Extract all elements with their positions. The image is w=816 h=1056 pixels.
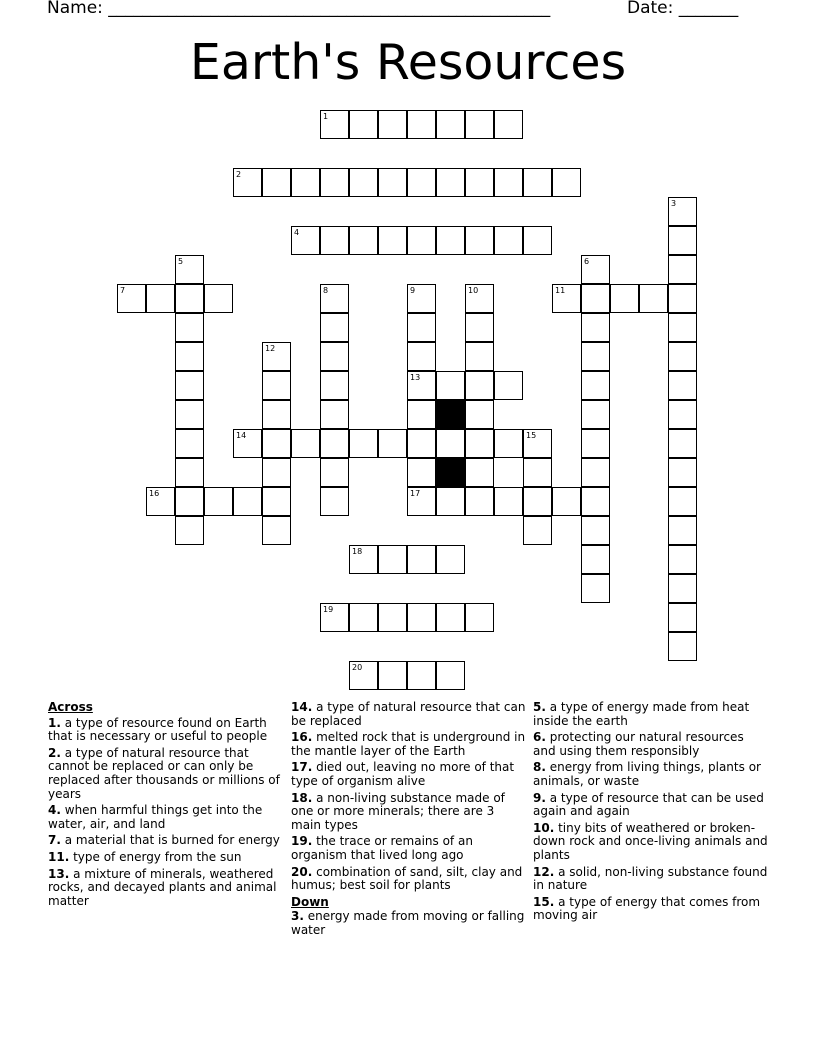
clue-column-1 bbox=[48, 701, 284, 911]
clue-across-1: 1. a type of resource found on Earth that is necessary or useful to people bbox=[48, 715, 268, 744]
crossword-cell[interactable] bbox=[378, 661, 407, 690]
crossword-cell[interactable] bbox=[378, 110, 407, 139]
crossword-cell[interactable] bbox=[581, 371, 610, 400]
crossword-cell[interactable] bbox=[581, 342, 610, 371]
crossword-cell[interactable] bbox=[320, 429, 349, 458]
clue-down-5: 5. a type of energy made from heat inside the earth bbox=[533, 700, 750, 728]
crossword-cell[interactable] bbox=[581, 516, 610, 545]
crossword-cell[interactable] bbox=[407, 400, 436, 429]
crossword-cell[interactable] bbox=[668, 255, 697, 284]
clue-number: 4 bbox=[294, 228, 300, 237]
crossword-cell[interactable] bbox=[320, 487, 349, 516]
crossword-cell[interactable] bbox=[175, 313, 204, 342]
crossword-cell[interactable] bbox=[320, 313, 349, 342]
crossword-cell[interactable] bbox=[494, 371, 523, 400]
crossword-cell[interactable] bbox=[175, 458, 204, 487]
crossword-cell[interactable] bbox=[378, 603, 407, 632]
crossword-cell[interactable] bbox=[581, 284, 610, 313]
crossword-cell[interactable] bbox=[465, 313, 494, 342]
crossword-cell[interactable] bbox=[407, 342, 436, 371]
clue-across-19: 19. the trace or remains of an organism that lived long ago bbox=[291, 834, 473, 862]
clue-number: 1 bbox=[323, 112, 329, 121]
page-title: Earth's Resources bbox=[189, 34, 627, 91]
crossword-cell[interactable] bbox=[407, 458, 436, 487]
crossword-cell[interactable] bbox=[523, 458, 552, 487]
crossword-cell[interactable] bbox=[175, 400, 204, 429]
crossword-cell[interactable] bbox=[349, 226, 378, 255]
crossword-black-cell bbox=[436, 458, 465, 487]
crossword-cell[interactable] bbox=[407, 226, 436, 255]
crossword-cell[interactable] bbox=[175, 487, 204, 516]
crossword-cell[interactable] bbox=[494, 168, 523, 197]
crossword-cell[interactable] bbox=[465, 429, 494, 458]
crossword-cell[interactable] bbox=[465, 226, 494, 255]
crossword-cell[interactable] bbox=[668, 429, 697, 458]
clue-across-2: 2. a type of natural resource that cannot be replaced or can only be replaced after thousands or millions of years bbox=[48, 745, 280, 801]
crossword-cell[interactable] bbox=[407, 545, 436, 574]
crossword-cell[interactable] bbox=[581, 429, 610, 458]
clue-across-18: 18. a non-living substance made of one or more minerals; there are 3 main types bbox=[291, 790, 505, 832]
crossword-cell[interactable] bbox=[581, 400, 610, 429]
clue-number: 6 bbox=[584, 257, 590, 266]
crossword-cell[interactable] bbox=[378, 226, 407, 255]
crossword-cell[interactable] bbox=[407, 603, 436, 632]
crossword-cell[interactable] bbox=[407, 313, 436, 342]
crossword-cell[interactable] bbox=[378, 429, 407, 458]
clue-down-3: 3. energy made from moving or falling water bbox=[291, 909, 525, 937]
clue-column-3 bbox=[533, 701, 769, 926]
crossword-cell[interactable] bbox=[407, 661, 436, 690]
clue-down-15: 15. a type of energy that comes from moving air bbox=[533, 894, 761, 923]
clue-number: 10 bbox=[468, 286, 479, 295]
crossword-cell[interactable] bbox=[349, 168, 378, 197]
clue-number: 5 bbox=[178, 257, 184, 266]
crossword-cell[interactable] bbox=[465, 371, 494, 400]
clue-number: 13 bbox=[410, 373, 421, 382]
crossword-cell[interactable] bbox=[262, 371, 291, 400]
clue-number: 19 bbox=[323, 605, 334, 614]
crossword-cell[interactable] bbox=[668, 342, 697, 371]
crossword-cell[interactable] bbox=[581, 487, 610, 516]
crossword-cell[interactable] bbox=[436, 371, 465, 400]
clue-number: 14 bbox=[236, 431, 247, 440]
clue-number: 16 bbox=[149, 489, 160, 498]
clue-number: 9 bbox=[410, 286, 416, 295]
crossword-cell[interactable] bbox=[436, 487, 465, 516]
clue-number: 7 bbox=[120, 286, 126, 295]
crossword-cell[interactable] bbox=[175, 284, 204, 313]
crossword-cell[interactable] bbox=[668, 458, 697, 487]
crossword-cell[interactable] bbox=[523, 516, 552, 545]
clue-across-13: 13. a mixture of minerals, weathered rocks, and decayed plants and animal matter bbox=[48, 866, 277, 908]
crossword-cell[interactable] bbox=[494, 487, 523, 516]
crossword-cell[interactable] bbox=[436, 226, 465, 255]
clue-number: 17 bbox=[410, 489, 421, 498]
crossword-cell[interactable] bbox=[262, 429, 291, 458]
crossword-cell[interactable] bbox=[639, 284, 668, 313]
clue-across-14: 14. a type of natural resource that can be replaced bbox=[291, 700, 526, 728]
crossword-cell[interactable] bbox=[668, 400, 697, 429]
clue-across-16: 16. melted rock that is underground in the mantle layer of the Earth bbox=[291, 730, 526, 758]
crossword-cell[interactable] bbox=[204, 487, 233, 516]
crossword-cell[interactable] bbox=[668, 545, 697, 574]
crossword-cell[interactable] bbox=[436, 661, 465, 690]
crossword-cell[interactable] bbox=[175, 429, 204, 458]
crossword-cell[interactable] bbox=[436, 545, 465, 574]
crossword-cell[interactable] bbox=[175, 342, 204, 371]
crossword-cell[interactable] bbox=[581, 574, 610, 603]
clue-number: 12 bbox=[265, 344, 276, 353]
clue-number: 20 bbox=[352, 663, 363, 672]
clue-number: 3 bbox=[671, 199, 677, 208]
across-heading: Across bbox=[48, 700, 93, 714]
crossword-cell[interactable] bbox=[668, 313, 697, 342]
crossword-cell[interactable] bbox=[465, 342, 494, 371]
crossword-cell[interactable] bbox=[436, 110, 465, 139]
crossword-cell[interactable] bbox=[494, 226, 523, 255]
crossword-cell[interactable] bbox=[349, 603, 378, 632]
crossword-cell[interactable] bbox=[378, 545, 407, 574]
crossword-cell[interactable] bbox=[668, 371, 697, 400]
crossword-cell[interactable] bbox=[378, 168, 407, 197]
clue-number: 8 bbox=[323, 286, 329, 295]
crossword-cell[interactable] bbox=[523, 487, 552, 516]
crossword-cell[interactable] bbox=[320, 342, 349, 371]
crossword-cell[interactable] bbox=[465, 110, 494, 139]
crossword-cell[interactable] bbox=[291, 429, 320, 458]
crossword-cell[interactable] bbox=[465, 458, 494, 487]
crossword-cell[interactable] bbox=[436, 603, 465, 632]
crossword-cell[interactable] bbox=[262, 400, 291, 429]
crossword-cell[interactable] bbox=[523, 226, 552, 255]
crossword-cell[interactable] bbox=[320, 226, 349, 255]
crossword-cell[interactable] bbox=[465, 168, 494, 197]
crossword-cell[interactable] bbox=[668, 226, 697, 255]
clue-across-7: 7. a material that is burned for energy bbox=[48, 833, 280, 848]
crossword-cell[interactable] bbox=[581, 545, 610, 574]
clue-across-17: 17. died out, leaving no more of that type of organism alive bbox=[291, 760, 515, 788]
crossword-cell[interactable] bbox=[494, 110, 523, 139]
clue-down-10: 10. tiny bits of weathered or broken-down rock and once-living animals and plants bbox=[533, 820, 768, 862]
crossword-cell[interactable] bbox=[668, 603, 697, 632]
crossword-cell[interactable] bbox=[320, 458, 349, 487]
clue-number: 18 bbox=[352, 547, 363, 556]
crossword-cell[interactable] bbox=[668, 487, 697, 516]
crossword-cell[interactable] bbox=[175, 516, 204, 545]
name-field-label[interactable]: Name: ____________________________________________________ bbox=[47, 0, 551, 18]
crossword-cell[interactable] bbox=[407, 110, 436, 139]
crossword-cell[interactable] bbox=[668, 284, 697, 313]
crossword-cell[interactable] bbox=[262, 458, 291, 487]
crossword-cell[interactable] bbox=[494, 429, 523, 458]
clue-column-2 bbox=[291, 701, 527, 941]
clue-across-4: 4. when harmful things get into the water, air, and land bbox=[48, 803, 263, 831]
crossword-cell[interactable] bbox=[581, 313, 610, 342]
clue-across-20: 20. combination of sand, silt, clay and humus; best soil for plants bbox=[291, 864, 523, 893]
crossword-cell[interactable] bbox=[146, 284, 175, 313]
crossword-cell[interactable] bbox=[552, 168, 581, 197]
crossword-cell[interactable] bbox=[523, 168, 552, 197]
crossword-cell[interactable] bbox=[668, 632, 697, 661]
crossword-cell[interactable] bbox=[552, 487, 581, 516]
crossword-cell[interactable] bbox=[262, 487, 291, 516]
crossword-cell[interactable] bbox=[465, 603, 494, 632]
date-field-label[interactable]: Date: _______ bbox=[627, 0, 739, 18]
crossword-cell[interactable] bbox=[233, 487, 262, 516]
clue-number: 2 bbox=[236, 170, 242, 179]
clue-down-12: 12. a solid, non-living substance found in nature bbox=[533, 864, 768, 893]
clue-number: 11 bbox=[555, 286, 566, 295]
crossword-cell[interactable] bbox=[349, 429, 378, 458]
crossword-cell[interactable] bbox=[175, 371, 204, 400]
clue-down-6: 6. protecting our natural resources and using them responsibly bbox=[533, 730, 744, 758]
crossword-cell[interactable] bbox=[436, 429, 465, 458]
crossword-cell[interactable] bbox=[436, 168, 465, 197]
crossword-cell[interactable] bbox=[610, 284, 639, 313]
crossword-cell[interactable] bbox=[204, 284, 233, 313]
crossword-cell[interactable] bbox=[407, 429, 436, 458]
down-heading: Down bbox=[291, 894, 329, 909]
crossword-cell[interactable] bbox=[320, 400, 349, 429]
clue-down-8: 8. energy from living things, plants or animals, or waste bbox=[533, 760, 761, 788]
clue-across-11: 11. type of energy from the sun bbox=[48, 849, 242, 864]
crossword-cell[interactable] bbox=[349, 110, 378, 139]
crossword-cell[interactable] bbox=[262, 168, 291, 197]
clue-down-9: 9. a type of resource that can be used again and again bbox=[533, 790, 764, 819]
crossword-cell[interactable] bbox=[668, 574, 697, 603]
crossword-cell[interactable] bbox=[581, 458, 610, 487]
crossword-cell[interactable] bbox=[320, 168, 349, 197]
crossword-black-cell bbox=[436, 400, 465, 429]
crossword-cell[interactable] bbox=[262, 516, 291, 545]
clue-number: 15 bbox=[526, 431, 537, 440]
crossword-cell[interactable] bbox=[291, 168, 320, 197]
crossword-cell[interactable] bbox=[465, 487, 494, 516]
crossword-cell[interactable] bbox=[668, 516, 697, 545]
crossword-cell[interactable] bbox=[320, 371, 349, 400]
crossword-cell[interactable] bbox=[407, 168, 436, 197]
crossword-cell[interactable] bbox=[465, 400, 494, 429]
